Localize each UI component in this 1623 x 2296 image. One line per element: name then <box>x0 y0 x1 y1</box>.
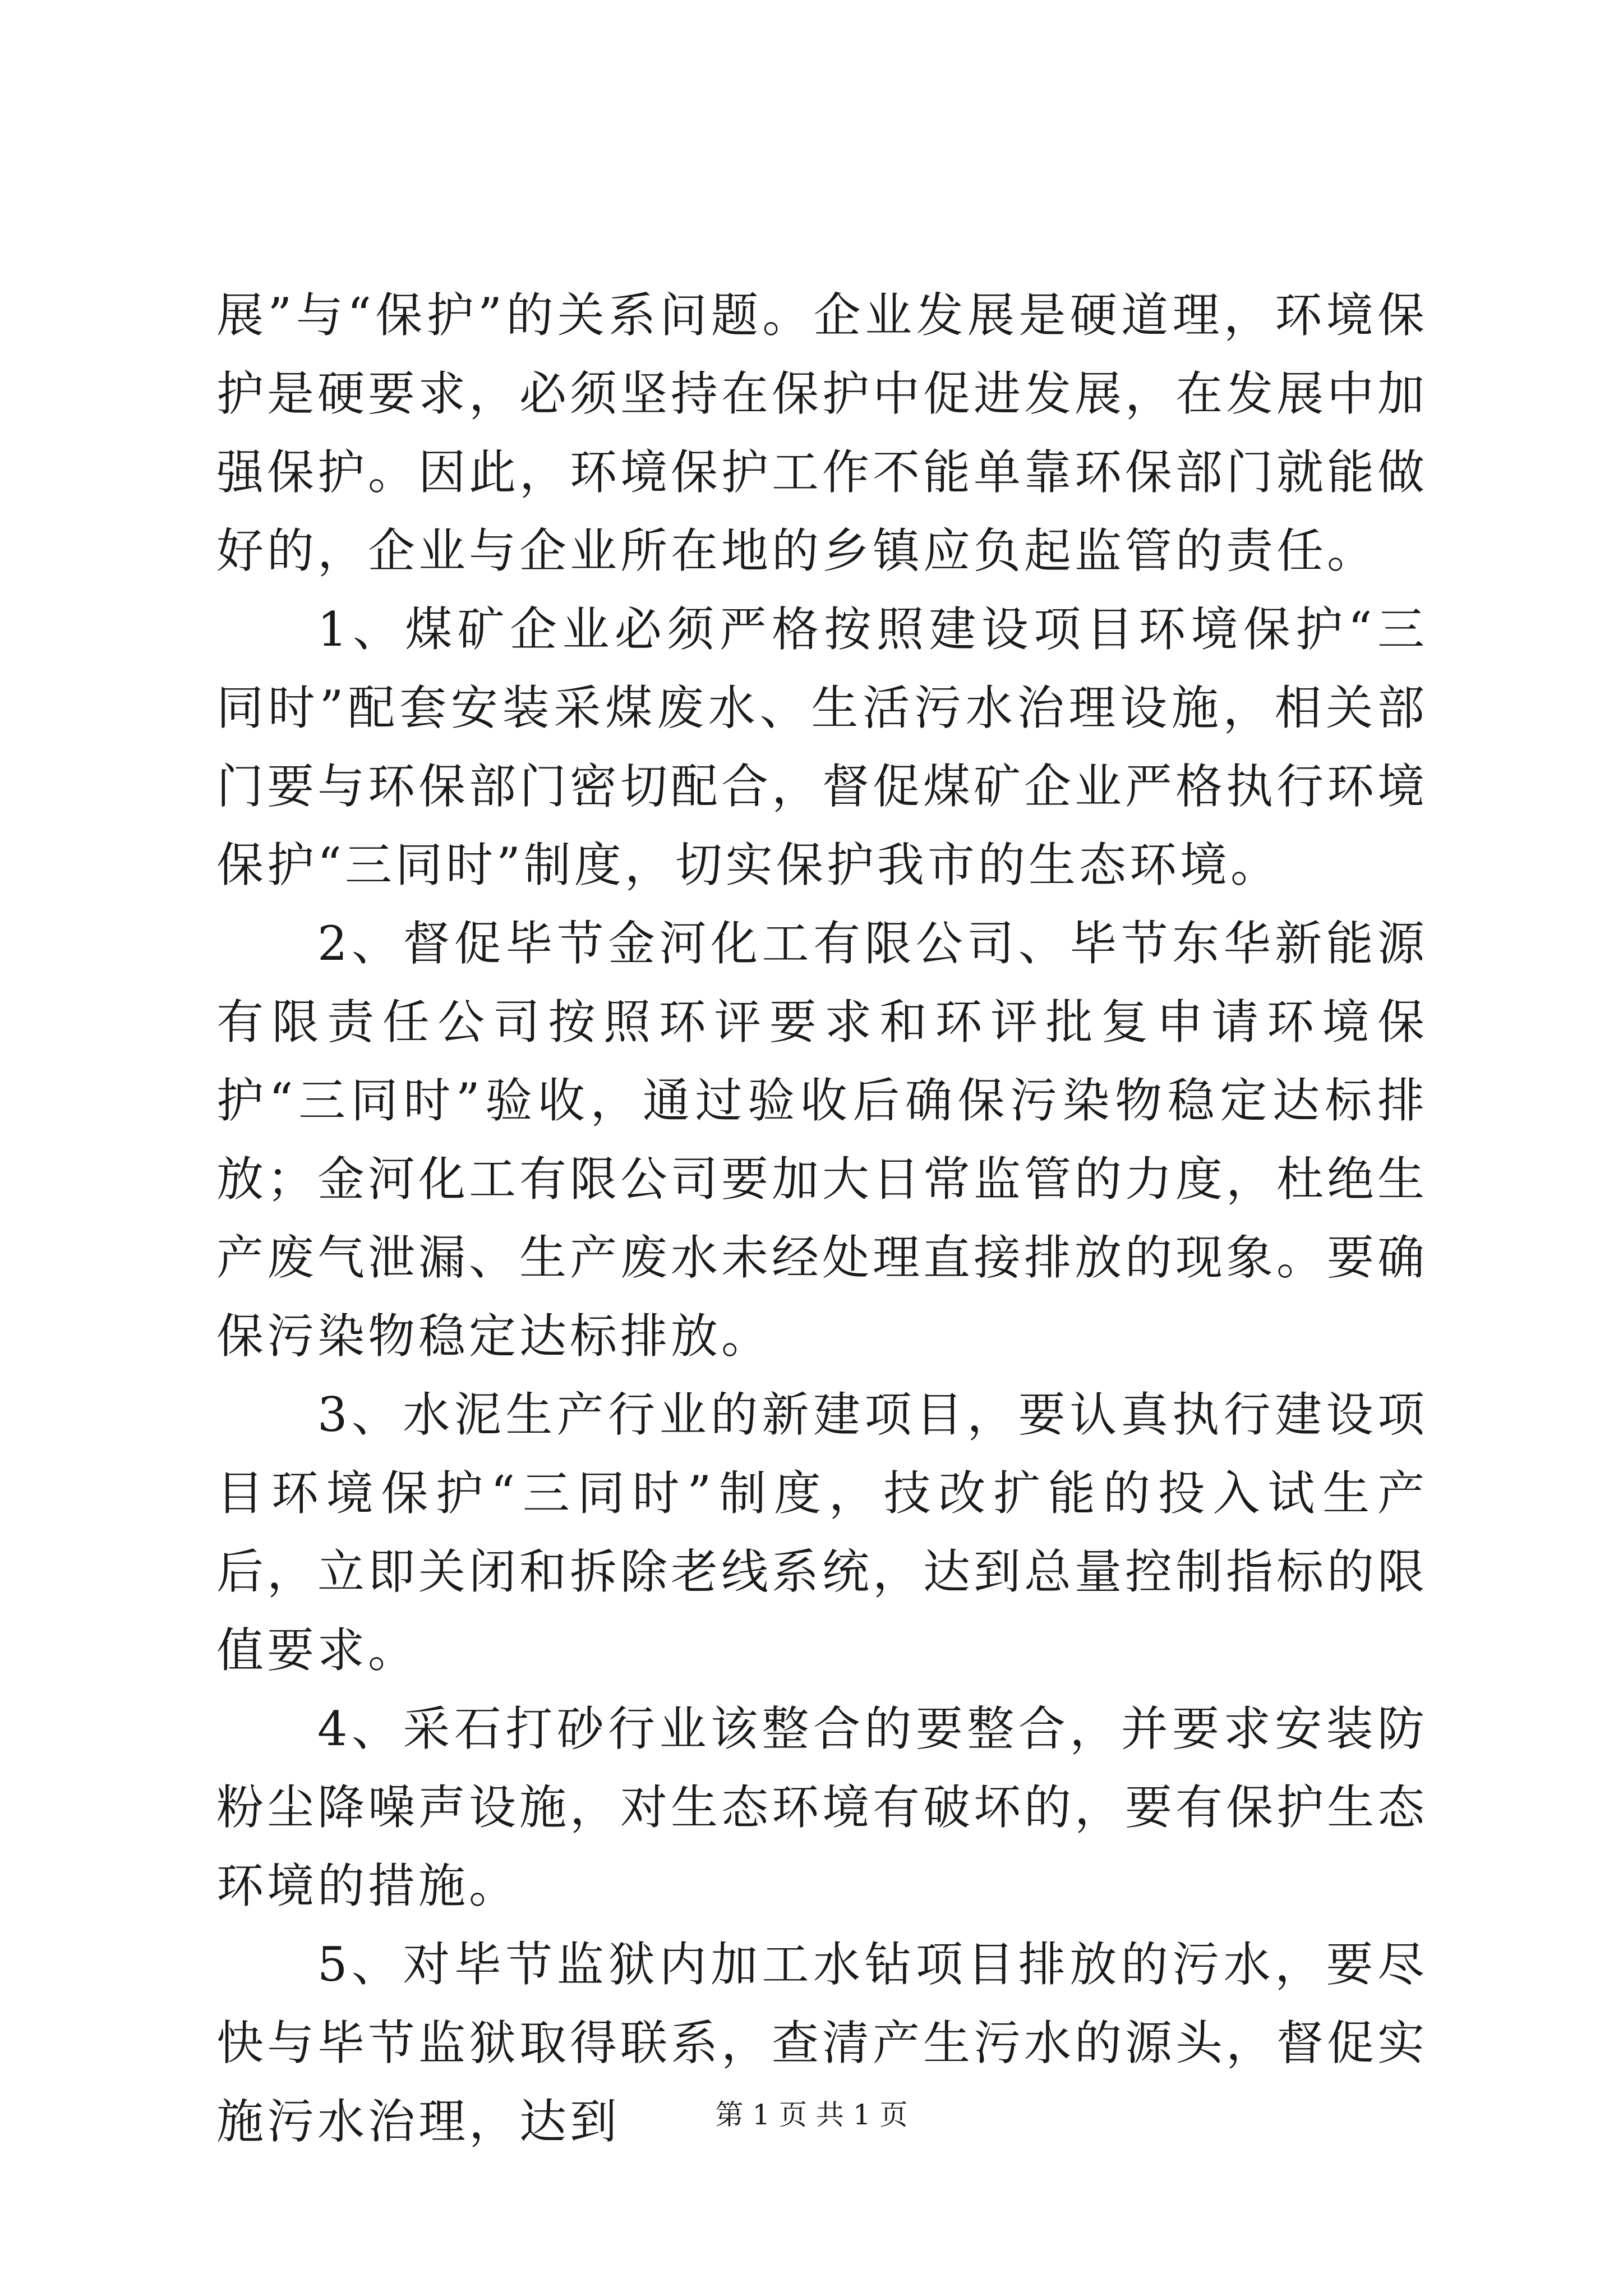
paragraph-item-5: 5、对毕节监狱内加工水钻项目排放的污水，要尽快与毕节监狱取得联系，查清产生污水的源头，督促实施污水治理，达到 <box>216 1937 1428 2149</box>
paragraph-item-2: 2、督促毕节金河化工有限公司、毕节东华新能源有限责任公司按照环评要求和环评批复申请环境保护“三同时”验收，通过验收后确保污染物稳定达标排放；金河化工有限公司要加大日常监管的力度，杜绝生产废气泄漏、生产废水未经处理直接排放的现象。要确保污染物稳定达标排放。 <box>216 916 1428 1364</box>
paragraph-item-4: 4、采石打砂行业该整合的要整合，并要求安装防粉尘降噪声设施，对生态环境有破坏的，要有保护生态环境的措施。 <box>216 1701 1428 1913</box>
paragraph-item-1: 1、煤矿企业必须严格按照建设项目环境保护“三同时”配套安装采煤废水、生活污水治理设施，相关部门要与环保部门密切配合，督促煤矿企业严格执行环境保护“三同时”制度，切实保护我市的生态环境。 <box>216 602 1428 892</box>
page-number-footer: 第 1 页 共 1 页 <box>715 2099 908 2131</box>
paragraph-item-3: 3、水泥生产行业的新建项目，要认真执行建设项目环境保护“三同时”制度，技改扩能的投入试生产后，立即关闭和拆除老线系统，达到总量控制指标的限值要求。 <box>216 1387 1428 1678</box>
paragraph-continuation: 展”与“保护”的关系问题。企业发展是硬道理，环境保护是硬要求，必须坚持在保护中促进发展，在发展中加强保护。因此，环境保护工作不能单靠环保部门就能做好的，企业与企业所在地的乡镇应负起监管的责任。 <box>216 288 1428 578</box>
document-body <box>216 276 1428 2161</box>
